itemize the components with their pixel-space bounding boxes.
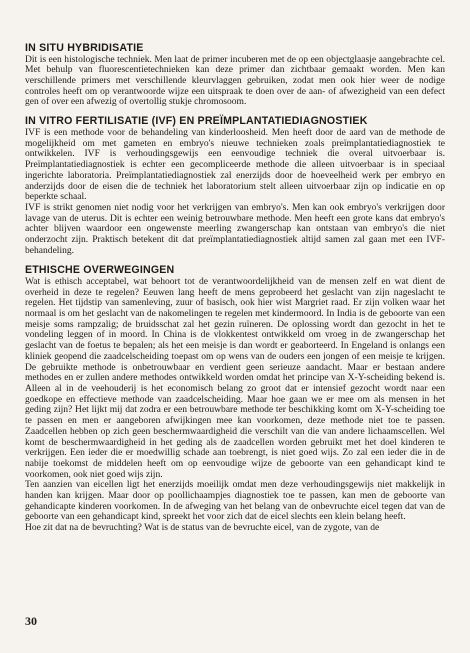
paragraph: IVF is een methode voor de behandeling van kinderloosheid. Men heeft door de aard van de methode de mogelijkheid om met gameten en embryo's nieuwe technieken zoals preïmplantatiediagnostiek te ontwikkelen. IVF is verhoudingsgewijs een eenvoudige techniek die overal uitvoerbaar is. Preïmplantatiediagnostiek is echter een gecompliceerde methode die alleen uitvoerbaar is in speciaal ingerichte laboratoria. Preïmplantatiediagnostiek zal enerzijds door de hoeveelheid werk per embryo en anderzijds door de eisen die de techniek het laboratorium stelt alleen uitvoerbaar zijn op indicatie en op beperkte schaal. [25,127,445,203]
section-heading: ETHISCHE OVERWEGINGEN [25,263,175,276]
paragraph: Hoe zit dat na de bevruchting? Wat is de status van de bevruchte eicel, van de zygote, van de [25,522,380,534]
paragraph: Dit is een histologische techniek. Men laat de primer incuberen met de op een objectglaasje aangebrachte cel. Met behulp van fluorescentietechnieken kan deze primer dan zichtbaar gemaakt worden. Men kan verschillende primers met verschillende kleurvlaggen gebruiken, zodat men ook hier weer de nodige controles heeft om op verantwoorde wijze een uitspraak te doen over de aan- of afwezigheid van een defect gen of over een afwezig of overtollig stukje chromosoom. [25,53,445,108]
section-ivf-preimplantatiediagnostiek [25,115,445,256]
section-heading: IN SITU HYBRIDISATIE [25,42,144,54]
section-heading: IN VITRO FERTILISATIE (IVF) EN PREÏMPLANTATIEDIAGNOSTIEK [25,115,368,128]
section-ethische-overwegingen [25,264,445,534]
paragraph: Wat is ethisch acceptabel, wat behoort tot de verantwoordelijkheid van de mensen zelf en wat dient de overheid in deze te regelen? Eeuwen lang heeft de mens geprobeerd het geslacht van zijn nageslacht te regelen. Het tijdstip van samenleving, zuur of basisch, ook hier wist Margriet raad. Er zijn volken waar het normaal is om het geslacht van de nakomelingen te regelen met kindermoord. In India is de geboorte van een meisje soms rampzalig; de bruidsschat zal het gezin ruïneren. De oplossing wordt dan gezocht in het te vondeling leggen of in moord. In China is de vlokkentest ontwikkeld om vroeg in de zwangerschap het geslacht van de foetus te bepalen; als het een meisje is dan wordt er geaborteerd. In Engeland is onlangs een kliniek geopend die zaadcelscheiding toepast om op wens van de ouders een jongen of een meisje te krijgen. De gebruikte methode is onbetrouwbaar en verdient geen serieuze aandacht. Maar er bestaan andere methodes en er zullen andere methodes ontwikkeld worden omdat het principe van X-Y-scheiding bekend is. Alleen al in de veehouderij is het economisch belang zo groot dat er intensief gezocht wordt naar een goedkope en effectieve methode van zaadcelscheiding. Maar hoe gaan we er mee om als mensen in het geding zijn? Het lijkt mij dat zodra er een betrouwbare methode ter beschikking komt om X-Y-scheiding toe te passen en men er aangeboren afwijkingen mee kan voorkomen, deze methode niet toe te passen. Zaadcellen hebben op zich geen beschermwaardigheid die verschilt van die van andere lichaamscellen. Wel komt de beschermwaardigheid in het geding als de zaadcellen worden gebruikt met het doel kinderen te verkrijgen. Een ieder die er moedwillig schade aan toebrengt, is niet goed wijs. Zo zal een ieder die in de nabije toekomst de middelen heeft om op eenvoudige wijze de geboorte van een gehandicapt kind te voorkomen, ook niet goed wijs zijn. [25,275,445,480]
paragraph: IVF is strikt genomen niet nodig voor het verkrijgen van embryo's. Men kan ook embryo's verkrijgen door lavage van de uterus. Dit is echter een weinig betrouwbare methode. Men heeft een grote kans dat embryo's achter blijven waardoor een ongewenste meerling zwangerschap kan ontstaan van embryo's die niet onderzocht zijn. Praktisch betekent dit dat preïmplantatiediagnostiek altijd samen zal gaan met een IVF-behandeling. [25,201,445,256]
paragraph: Ten aanzien van eicellen ligt het enerzijds moeilijk omdat men deze verhoudingsgewijs niet makkelijk in handen kan krijgen. Maar door op poollichaampjes diagnostiek toe te passen, kan men de geboorte van gehandicapte kinderen voorkomen. In de afweging van het belang van de onbevruchte eicel tegen dat van de geboorte van een gehandicapt kind, spreekt het voor zich dat de eicel slechts een klein belang heeft. [25,479,445,523]
page-number: 30 [25,614,37,628]
text-column [25,42,445,534]
section-in-situ-hybridisatie [25,42,445,108]
